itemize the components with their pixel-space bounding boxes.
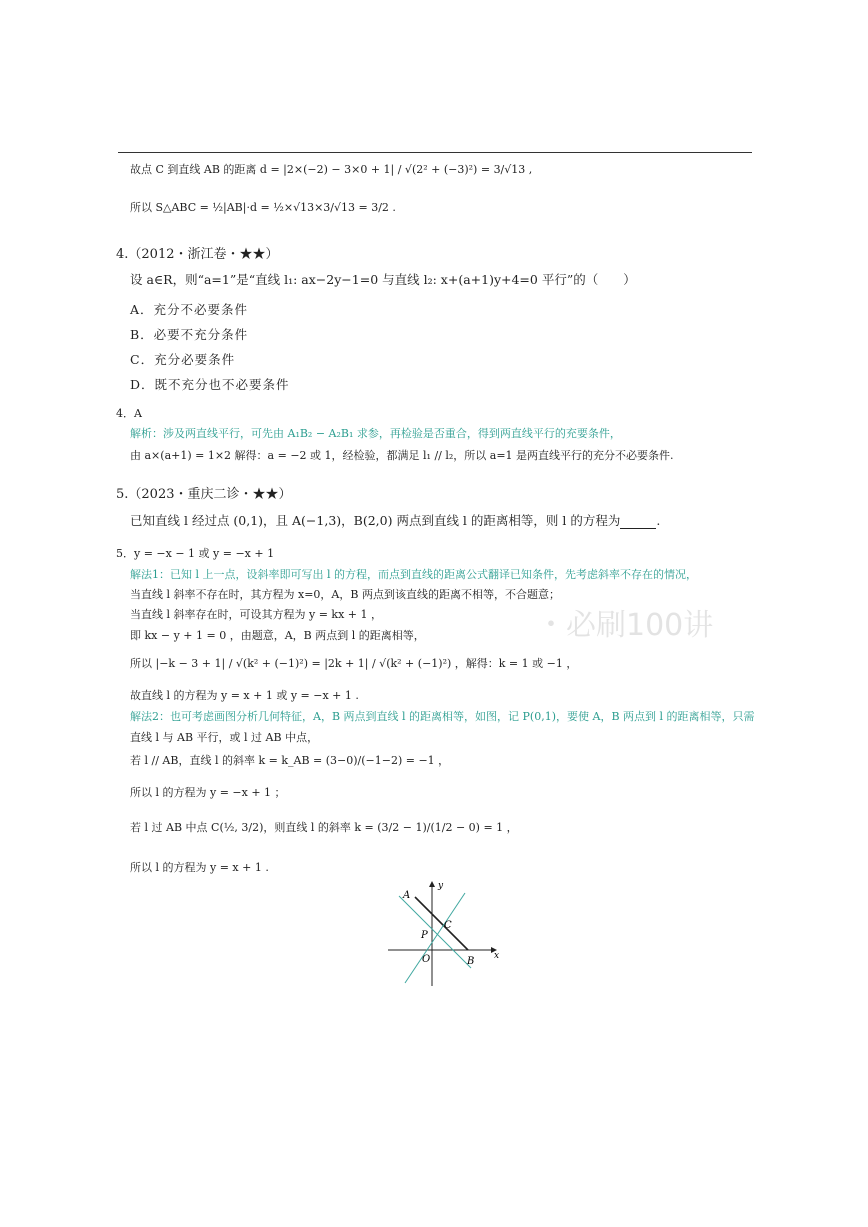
q4-option-b: B．必要不充分条件: [130, 327, 249, 342]
q5-method2-line6: 所以 l 的方程为 y = x + 1 .: [130, 861, 269, 874]
q5-method1-title: 解法1：已知 l 上一点，设斜率即可写出 l 的方程，而点到直线的距离公式翻译已知条件，先考虑斜率不存在的情况，: [130, 568, 698, 581]
q5-method1-line2: 当直线 l 斜率不存在时，其方程为 x=0，A，B 两点到该直线的距离不相等，不合题意；: [130, 588, 560, 601]
answer-blank: [620, 516, 656, 529]
q5-method1-line6: 故直线 l 的方程为 y = x + 1 或 y = −x + 1 .: [130, 689, 359, 702]
y-axis-arrow: [429, 881, 435, 887]
q5-stem-end: .: [656, 513, 661, 528]
q4-header: 4.（2012・浙江卷・★★）: [116, 247, 279, 262]
label-o: O: [422, 954, 431, 965]
q5-method2-line4: 所以 l 的方程为 y = −x + 1 ；: [130, 786, 286, 799]
q5-method2-line5: 若 l 过 AB 中点 C(½, 3/2)，则直线 l 的斜率 k = (3/2 − 1)/(1/2 − 0) = 1 ，: [130, 821, 518, 834]
label-a: A: [403, 890, 411, 901]
q5-method1-line3: 当直线 l 斜率存在时，可设其方程为 y = kx + 1 ，: [130, 608, 383, 621]
q4-analysis: 解析：涉及两直线平行，可先由 A₁B₂ − A₂B₁ 求参，再检验是否重合，得到两直线平行的充要条件，: [130, 427, 621, 440]
q4-option-a: A．充分不必要条件: [130, 302, 249, 317]
q5-method2-title: 解法2：也可考虑画图分析几何特征，A，B 两点到直线 l 的距离相等，如图，记 P(0,1)，要使 A，B 两点到 l 的距离相等，只需: [130, 710, 755, 723]
segment-ab: [415, 897, 468, 950]
prev-distance-line: 故点 C 到直线 AB 的距离 d = |2×(−2) − 3×0 + 1| / √(2² + (−3)²) = 3/√13 ,: [130, 163, 533, 176]
q4-option-c: C．充分必要条件: [130, 352, 236, 367]
watermark: ・必刷100讲: [536, 608, 714, 643]
label-x: x: [494, 951, 500, 961]
header-rule: [118, 152, 752, 153]
q4-answer: 4．A: [116, 407, 142, 420]
line-l-parallel: [399, 896, 471, 968]
q4-option-d: D．既不充分也不必要条件: [130, 377, 290, 392]
q5-stem-text: 已知直线 l 经过点 (0,1)，且 A(−1,3)，B(2,0) 两点到直线 l 的距离相等，则 l 的方程为: [130, 513, 621, 528]
q5-method1-line5: 所以 |−k − 3 + 1| / √(k² + (−1)²) = |2k + 1| / √(k² + (−1)²) ，解得：k = 1 或 −1 ，: [130, 657, 578, 670]
label-c: C: [444, 920, 452, 931]
q5-header: 5.（2023・重庆二诊・★★）: [116, 487, 292, 502]
q5-method2-line3: 若 l // AB，直线 l 的斜率 k = k_AB = (3−0)/(−1−2) = −1 ，: [130, 754, 450, 767]
q4-solution: 由 a×(a+1) = 1×2 解得：a = −2 或 1，经检验，都满足 l₁ // l₂，所以 a=1 是两直线平行的充分不必要条件.: [130, 449, 674, 462]
q5-stem: [130, 513, 660, 529]
q4-stem: 设 a∈R，则“a=1”是“直线 l₁: ax−2y−1=0 与直线 l₂: x+(a+1)y+4=0 平行”的（ ）: [130, 272, 636, 287]
label-y: y: [438, 881, 444, 891]
q5-method1-line4: 即 kx − y + 1 = 0 ，由题意，A，B 两点到 l 的距离相等，: [130, 629, 425, 642]
prev-area-line: 所以 S△ABC = ½|AB|·d = ½×√13×3/√13 = 3/2 .: [130, 201, 396, 214]
coordinate-figure: [385, 880, 505, 990]
label-b: B: [467, 956, 475, 967]
q5-answer: 5．y = −x − 1 或 y = −x + 1: [116, 547, 275, 560]
q5-method2-line2: 直线 l 与 AB 平行，或 l 过 AB 中点，: [130, 731, 319, 744]
label-p: P: [421, 930, 428, 941]
